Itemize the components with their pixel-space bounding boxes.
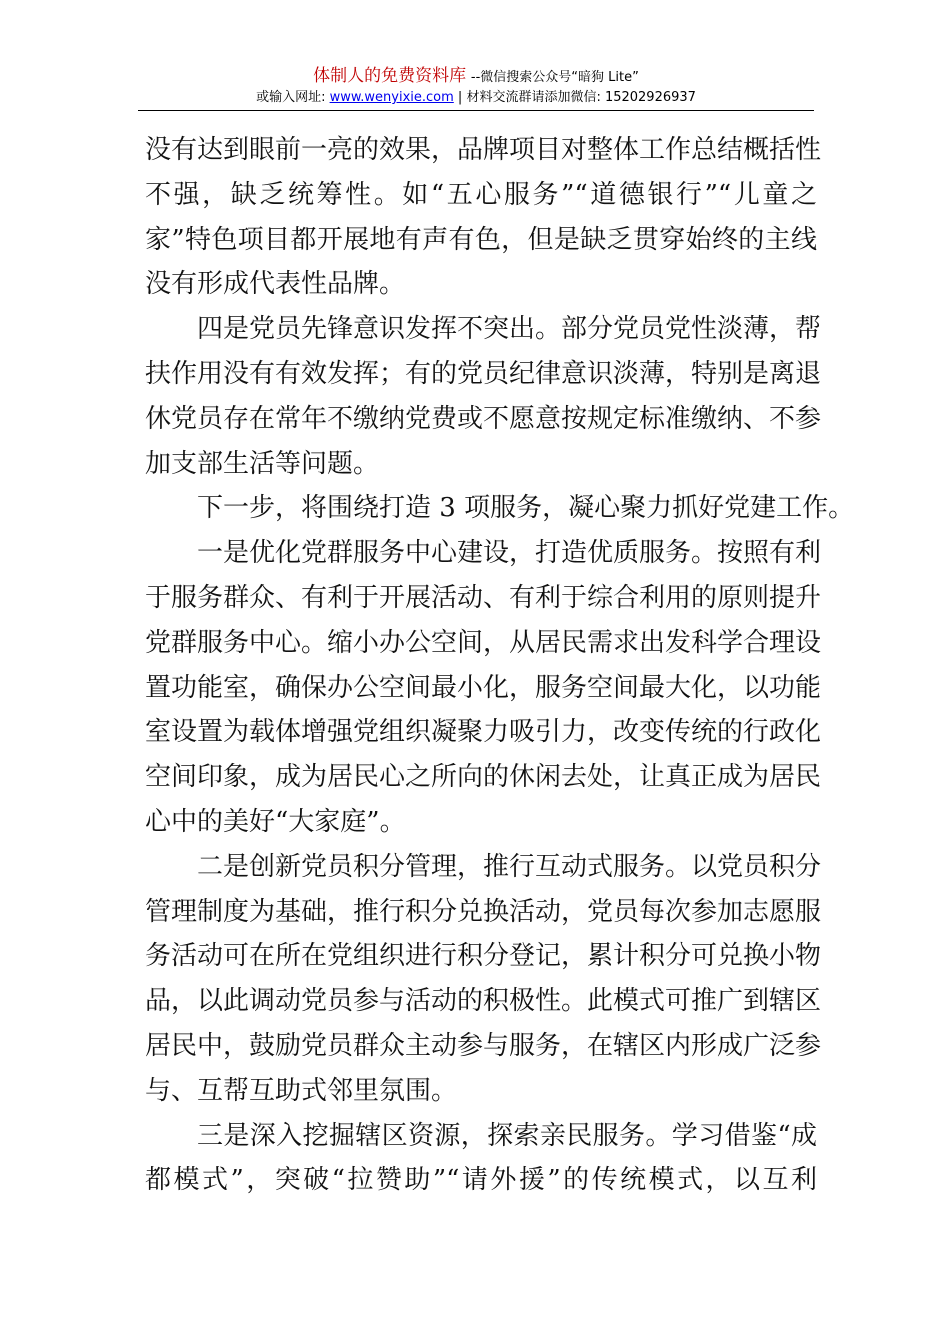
page-header [138,66,814,108]
header-url-link[interactable]: www.wenyixie.com [329,90,454,105]
body-line: 室设置为载体增强党组织凝聚力吸引力，改变传统的行政化 [145,717,822,748]
header-brand: 体制人的免费资料库 [313,66,467,86]
header-contact-line [138,88,814,108]
paragraph-first-line: 一是优化党群服务中心建设，打造优质服务。按照有利 [197,538,822,569]
body-line: 居民中，鼓励党员群众主动参与服务，在辖区内形成广泛参 [145,1030,822,1061]
body-line: 扶作用没有有效发挥；有的党员纪律意识淡薄，特别是离退 [145,358,822,389]
header-url-prefix: 或输入网址: [256,90,330,105]
body-line: 党群服务中心。缩小办公空间，从居民需求出发科学合理设 [145,627,822,658]
body-line: 于服务群众、有利于开展活动、有利于综合利用的原则提升 [145,582,822,613]
body-line: 家”特色项目都开展地有声有色，但是缺乏贯穿始终的主线 [145,224,817,255]
body-line: 置功能室，确保办公空间最小化，服务空间最大化，以功能 [145,672,822,703]
header-title-line [138,66,814,88]
body-line: 不强，缺乏统筹性。如“五心服务”“道德银行”“儿童之 [145,179,817,210]
header-contact-suffix: | 材料交流群请添加微信: 15202926937 [453,90,696,105]
body-line: 品，以此调动党员参与活动的积极性。此模式可推广到辖区 [145,986,822,1017]
body-line: 空间印象，成为居民心之所向的休闲去处，让真正成为居民 [145,762,822,793]
body-line: 没有形成代表性品牌。 [145,269,406,300]
body-line: 管理制度为基础，推行积分兑换活动，党员每次参加志愿服 [145,896,822,927]
paragraph-first-line: 下一步，将围绕打造 3 项服务，凝心聚力抓好党建工作。 [197,493,855,524]
document-body [145,128,855,1203]
body-line: 都模式”，突破“拉赞助”“请外援”的传统模式，以互利 [145,1165,817,1196]
body-line: 加支部生活等问题。 [145,448,380,479]
header-divider [138,110,814,111]
paragraph-first-line: 三是深入挖掘辖区资源，探索亲民服务。学习借鉴“成 [197,1120,817,1151]
body-line: 休党员存在常年不缴纳党费或不愿意按规定标准缴纳、不参 [145,403,822,434]
body-line: 务活动可在所在党组织进行积分登记，累计积分可兑换小物 [145,941,822,972]
body-line: 与、互帮互助式邻里氛围。 [145,1075,458,1106]
paragraph-first-line: 二是创新党员积分管理，推行互动式服务。以党员积分 [197,851,822,882]
paragraph-first-line: 四是党员先锋意识发挥不突出。部分党员党性淡薄，帮 [197,314,822,345]
body-line: 没有达到眼前一亮的效果，品牌项目对整体工作总结概括性 [145,135,822,165]
header-tagline: --微信搜索公众号“暗狗 Lite” [470,70,639,85]
body-line: 心中的美好“大家庭”。 [145,806,406,837]
